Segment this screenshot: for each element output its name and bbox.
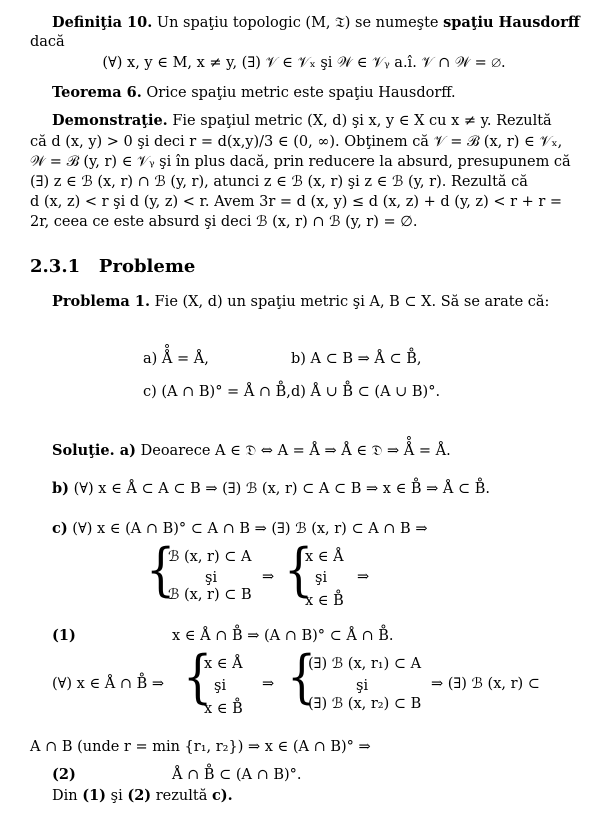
definition-formula: (∀) x, y ∈ M, x ≠ y, (∃) 𝒱 ∈ 𝒱ₓ şi 𝒲 ∈ 𝒱ᵧ a.î. 𝒱 ∩ 𝒲 = ∅. xyxy=(102,55,506,71)
solution-b-label: b) xyxy=(52,480,69,497)
problem-item-a: a) Å̊ = Å, xyxy=(143,351,209,367)
implies-arrow: ⇒ xyxy=(262,569,275,585)
conclusion-post: rezultă xyxy=(151,788,212,804)
problem-item-c: c) (A ∩ B)° = Å ∩ B̊, xyxy=(143,384,291,400)
proof-line-3: 𝒲 = ℬ (y, r) ∈ 𝒱ᵧ şi în plus dacă, prin reducere la absurd, presupunem că xyxy=(30,154,571,170)
definition-line-2: dacă xyxy=(30,34,65,50)
proof-text-1: Fie spaţiul metric (X, d) şi x, y ∈ X cu x ≠ y. Rezultă xyxy=(167,113,552,129)
system1-row-3: ℬ (x, r) ⊂ B xyxy=(168,587,252,603)
theorem-text: Orice spaţiu metric este spaţiu Hausdorff. xyxy=(141,85,456,101)
system4-row-2: şi xyxy=(356,678,369,694)
forall-line: (∀) x ∈ Å ∩ B̊ ⇒ xyxy=(52,676,165,692)
system4-row-3: (∃) ℬ (x, r₂) ⊂ B xyxy=(308,696,422,712)
implies-arrow: ⇒ xyxy=(262,676,275,692)
conclusion-ref-1: (1) xyxy=(82,787,107,804)
problem-item-d: d) Å ∪ B̊ ⊂ (A ∪ B)°. xyxy=(291,384,441,400)
problem-statement xyxy=(52,293,549,311)
solution-c-label: c) xyxy=(52,520,68,537)
solution-b xyxy=(52,480,490,498)
equation-2-label: (2) xyxy=(52,766,76,783)
system1-row-2: şi xyxy=(205,570,218,586)
conclusion-ref-2: (2) xyxy=(127,787,152,804)
definition-label: Definiţia 10. xyxy=(52,14,153,31)
theorem xyxy=(52,84,456,102)
proof-label: Demonstraţie. xyxy=(52,112,168,129)
proof-line-6: 2r, ceea ce este absurd şi deci ℬ (x, r) ∩ ℬ (y, r) = ∅. xyxy=(30,214,418,230)
left-brace: { xyxy=(183,642,213,710)
solution-a-label: a) xyxy=(114,442,136,459)
section-number: 2.3.1 xyxy=(30,256,81,277)
system3-row-1: x ∈ Å xyxy=(204,656,243,672)
implies-arrow: ⇒ xyxy=(357,569,370,585)
definition-line-1 xyxy=(52,14,580,32)
continuation-line: A ∩ B (unde r = min {r₁, r₂}) ⇒ x ∈ (A ∩ B)° ⇒ xyxy=(30,739,371,755)
problem-text: Fie (X, d) un spaţiu metric şi A, B ⊂ X. Să se arate că: xyxy=(150,294,550,310)
system3-row-3: x ∈ B̊ xyxy=(204,701,243,717)
solution-c-text: (∀) x ∈ (A ∩ B)° ⊂ A ∩ B ⇒ (∃) ℬ (x, r) ⊂ A ∩ B ⇒ xyxy=(67,521,428,537)
system3-row-2: şi xyxy=(214,678,227,694)
proof-line-5: d (x, z) < r şi d (y, z) < r. Avem 3r = d (x, y) ≤ d (x, z) + d (y, z) < r + r = xyxy=(30,194,563,210)
equation-2: Å ∩ B̊ ⊂ (A ∩ B)°. xyxy=(172,767,302,783)
system4-row-1: (∃) ℬ (x, r₁) ⊂ A xyxy=(308,656,422,672)
conclusion-ref-c: c). xyxy=(211,787,233,804)
system2-row-2: şi xyxy=(315,570,328,586)
conclusion-mid: şi xyxy=(106,788,128,804)
section-title: Probleme xyxy=(98,256,196,277)
theorem-label: Teorema 6. xyxy=(52,84,142,101)
conclusion xyxy=(52,787,233,805)
definition-term: spaţiu Hausdorff xyxy=(443,14,580,31)
system2-row-1: x ∈ Å xyxy=(305,549,344,565)
system2-row-3: x ∈ B̊ xyxy=(305,593,344,609)
left-brace: { xyxy=(287,642,317,710)
proof-line-4: (∃) z ∈ ℬ (x, r) ∩ ℬ (y, r), atunci z ∈ ℬ (x, r) şi z ∈ ℬ (y, r). Rezultă că xyxy=(30,174,528,190)
left-brace: { xyxy=(284,535,314,603)
left-brace: { xyxy=(146,535,176,603)
solution-a-text: Deoarece A ∈ 𝔇 ⇔ A = Å ⇒ Å ∈ 𝔇 ⇒ Å̊ = Å. xyxy=(136,443,451,459)
system1-row-1: ℬ (x, r) ⊂ A xyxy=(168,549,252,565)
problem-label: Problema 1. xyxy=(52,293,151,310)
proof-line-2: că d (x, y) > 0 şi deci r = d(x,y)/3 ∈ (0, ∞). Obţinem că 𝒱 = ℬ (x, r) ∈ 𝒱ₓ, xyxy=(30,134,563,150)
solution-b-text: (∀) x ∈ Å ⊂ A ⊂ B ⇒ (∃) ℬ (x, r) ⊂ A ⊂ B ⇒ x ∈ B̊ ⇒ Å ⊂ B̊. xyxy=(69,481,491,497)
equation-1: x ∈ Å ∩ B̊ ⇒ (A ∩ B)° ⊂ Å ∩ B̊. xyxy=(172,628,394,644)
solution-label: Soluţie. xyxy=(52,442,115,459)
problem-item-b: b) A ⊂ B ⇒ Å ⊂ B̊, xyxy=(291,351,422,367)
equation-1-label: (1) xyxy=(52,627,76,644)
solution-a xyxy=(52,442,451,460)
proof-line-1 xyxy=(52,112,552,130)
conclusion-pre: Din xyxy=(52,788,83,804)
forall-line-tail: ⇒ (∃) ℬ (x, r) ⊂ xyxy=(431,676,540,692)
solution-c xyxy=(52,520,427,538)
definition-text: Un spaţiu topologic (M, 𝔗) se numeşte xyxy=(152,15,444,31)
section-heading xyxy=(30,258,195,276)
